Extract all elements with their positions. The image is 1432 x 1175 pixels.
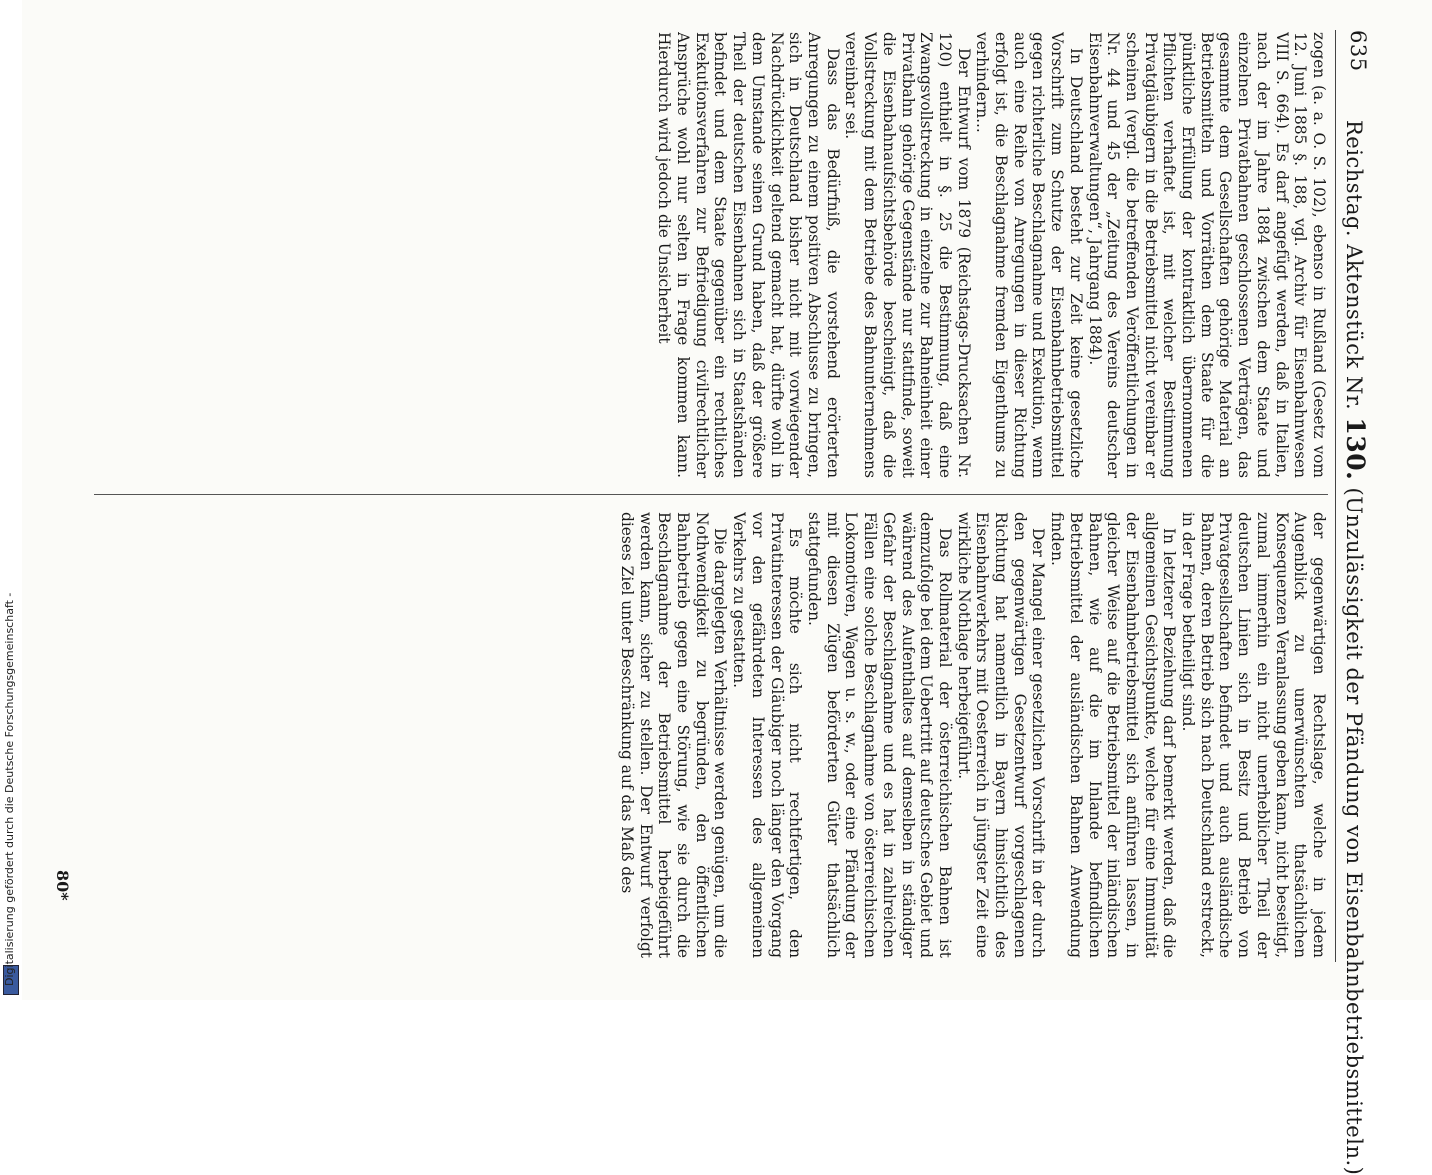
digitization-footer (0, 0, 22, 1000)
column-divider (94, 494, 1328, 495)
paragraph: Dass das Bedürfniß, die vorstehend erörterten Anregungen zu einem positiven Abschlusse zu bringen, sich in Deutschland bisher nicht mit vorwiegender Nachdrücklichkeit geltend gemacht hat, dürfte wohl in dem Umstande seinen Grund haben, daß der größere Theil der deutschen Eisenbahnen sich in Staatshänden befindet und dem Staate gegenüber ein rechtliches Exekutionsverfahren zur Befriedigung civilrechtlicher Ansprüche wohl nur selten in Frage kommen kann. Hierdurch wird jedoch die Unsicherheit (655, 32, 842, 478)
header-document-number: 130. (1341, 417, 1370, 481)
header-title: Reichstag. Aktenstück Nr. (1342, 120, 1366, 411)
text-column-right (68, 512, 1328, 958)
paragraph: Der Entwurf vom 1879 (Reichstags-Drucksachen Nr. 120) enthielt in §. 25 die Bestimmung, daß eine Zwangsvollstreckung in einzelne zur Bahneinheit einer Privatbahn gehörige Gegenstände nur stattfinde, soweit die Eisenbahnaufsichtsbehörde bescheinigt, daß die Vollstreckung mit dem Betriebe des Bahnunternehmens vereinbar sei. (842, 32, 973, 478)
text-column-left (68, 32, 1328, 478)
paragraph: Das Rollmaterial der österreichischen Bahnen ist demzufolge bei dem Uebertritt auf deutsches Gebiet und während des Aufenthaltes auf demselben in ständiger Gefahr der Beschlagnahme und es hat in zahlreichen Fällen eine solche Beschlagnahme von österreichischen Lokomotiven, Wagen u. s. w., oder eine Pfändung der mit diesen Zügen beförderten Güter thatsächlich stattgefunden. (805, 512, 954, 958)
paragraph: Die dargelegten Verhältnisse werden genügen, um die Nothwendigkeit zu begründen, den öffentlichen Bahnbetrieb gegen eine Störung, wie sie durch die Beschlagnahme der Betriebsmittel herbeigeführt werden kann, sicher zu stellen. Der Entwurf verfolgt dieses Ziel unter Beschränkung auf das Maß des (617, 512, 730, 958)
page-header (1340, 30, 1370, 1175)
paragraph: Der Mangel einer gesetzlichen Vorschrift in der durch den gegenwärtigen Gesetzentwurf vorgeschlagenen Richtung hat namentlich in Bayern hinsichtlich des Eisenbahnverkehrs mit Oesterreich in jüngster Zeit eine wirkliche Nothlage herbeigeführt. (954, 512, 1048, 958)
paragraph: der gegenwärtigen Rechtslage, welche in jedem Augenblick zu unerwünschten thatsächlichen Konsequenzen Veranlassung geben kann, nicht beseitigt, zumal immerhin ein nicht unerheblicher Theil der deutschen Linien sich in Besitz und Betrieb von Privatgesellschaften befindet und auch ausländische Bahnen, deren Betrieb sich nach Deutschland erstreckt, in der Frage betheiligt sind. (1179, 512, 1328, 958)
paragraph: In letzterer Beziehung darf bemerkt werden, daß die allgemeinen Gesichtspunkte, welche für eine Immunität der Eisenbahnbetriebsmittel sich anführen lassen, in gleicher Weise auf die Betriebsmittel der inländischen Bahnen, wie auf die im Inlande befindlichen Betriebsmittel der ausländischen Bahnen Anwendung finden. (1048, 512, 1179, 958)
paragraph: Es möchte sich nicht rechtfertigen, den Privatinteressen der Gläubiger noch länger den Vorgang vor den gefährdeten Interessen des allgemeinen Verkehrs zu gestatten. (730, 512, 805, 958)
printer-signature: 80* (53, 870, 72, 901)
header-title-line (1341, 120, 1370, 1175)
page-number: 635 (1346, 30, 1370, 72)
header-subtitle: (Unzulässigkeit der Pfändung von Eisenbahnbetriebsmitteln.) (1342, 487, 1366, 1175)
paragraph: In Deutschland besteht zur Zeit keine gesetzliche Vorschrift zum Schutze der Eisenbahnbetriebsmittel gegen richterliche Beschlagnahme und Exekution, wenn auch eine Reihe von Anregungen in dieser Richtung erfolgt ist, die Beschlagnahme fremden Eigenthums zu verhindern... (973, 32, 1085, 478)
paragraph: zogen (a. a. O. S. 102), ebenso in Rußland (Gesetz vom 12. Juni 1885 §. 188, vgl. Archiv für Eisenbahnwesen VIII S. 664). Es darf angefügt werden, daß in Italien, nach der im Jahre 1884 zwischen dem Staate und einzelnen Privatbahnen geschlossenen Verträgen, das gesammte dem Gesellschaften gehörige Material an Betriebsmitteln und Vorräthen dem Staate für die pünktliche Erfüllung der kontraktlich übernommenen Pflichten verhaftet ist, mit welcher Bestimmung Privatgläubigern in die Betriebsmittel nicht vereinbar er scheinen (vergl. die betreffenden Veröffentlichungen in Nr. 44 und 45 der „Zeitung des Vereins deutscher Eisenbahnverwaltungen“, Jahrgang 1884). (1085, 32, 1328, 478)
footer-notice: Digitalisierung gefördert durch die Deutsche Forschungsgemeinschaft - (3, 592, 16, 986)
header-divider (1335, 30, 1336, 962)
